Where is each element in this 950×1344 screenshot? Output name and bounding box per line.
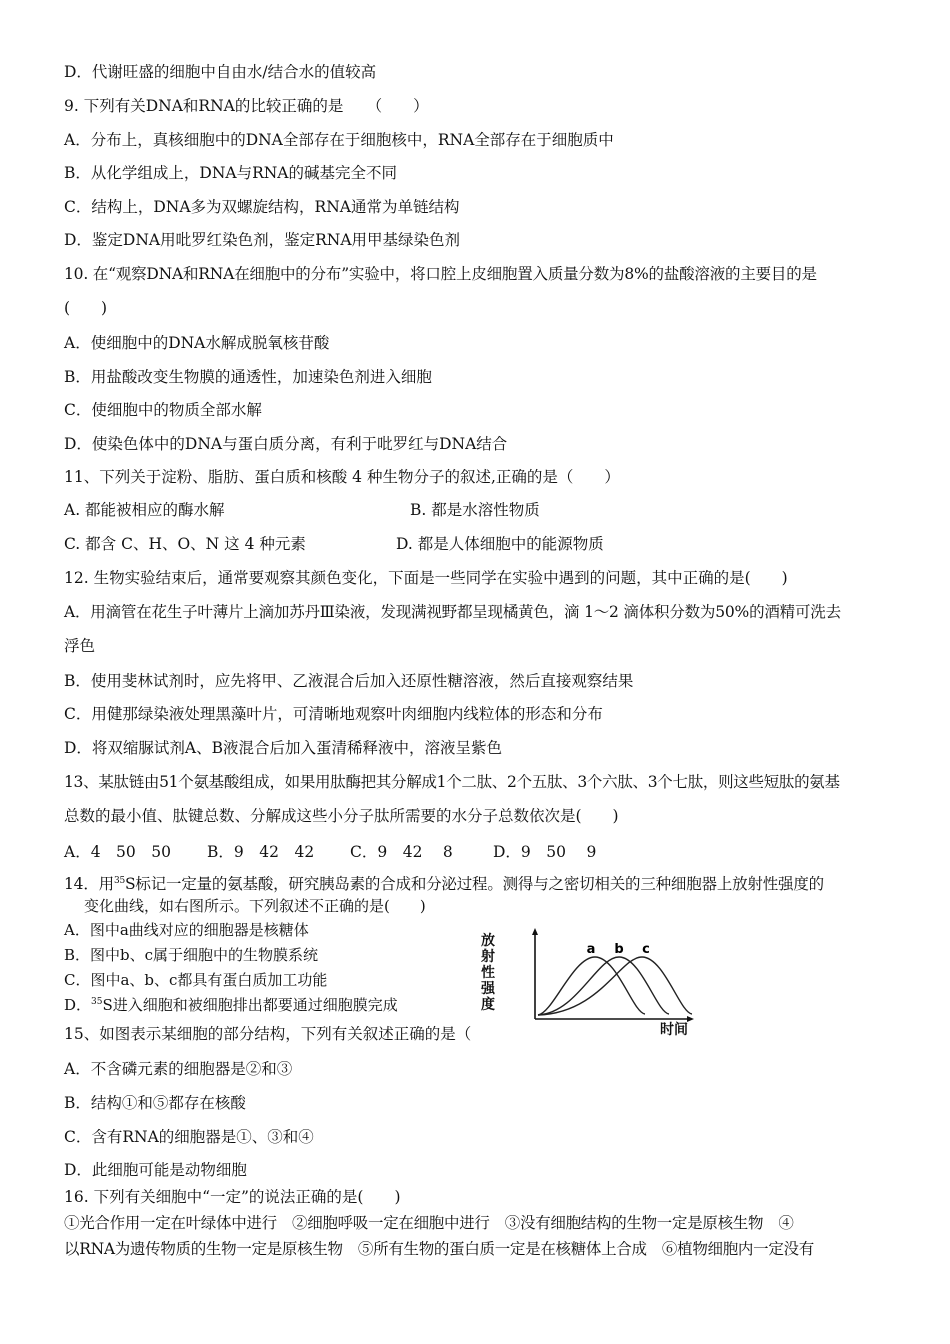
curve-label-b: b [614,942,624,957]
chart-x-label: 时间 [660,1022,688,1038]
q13-option-a: A．4 50 50 [64,843,172,861]
q16-line-1: ①光合作用一定在叶绿体中进行 ②细胞呼吸一定在细胞中进行 ③没有细胞结构的生物一定是原核生物 ④ [64,1214,794,1232]
curve-label-a: a [586,942,596,957]
q13-stem-cont: 总数的最小值、肽键总数、分解成这些小分子肽所需要的水分子总数依次是( ) [64,807,619,825]
q10-option-d: D．使染色体中的DNA与蛋白质分离，有利于吡罗红与DNA结合 [64,435,508,453]
q8-option-d: D．代谢旺盛的细胞中自由水/结合水的值较高 [64,63,377,81]
q14-option-c: C．图中a、b、c都具有蛋白质加工功能 [64,971,328,989]
q12-option-d: D．将双缩脲试剂A、B液混合后加入蛋清稀释液中，溶液呈紫色 [64,739,503,757]
q10-paren: ( ) [64,299,108,317]
q10-option-a: A．使细胞中的DNA水解成脱氧核苷酸 [64,334,330,352]
q11-option-b: B. 都是水溶性物质 [410,501,540,519]
q11-option-d: D. 都是人体细胞中的能源物质 [396,535,604,553]
q15-option-c: C．含有RNA的细胞器是①、③和④ [64,1128,314,1146]
q15-option-b: B．结构①和⑤都存在核酸 [64,1094,246,1112]
q10-stem: 10. 在“观察DNA和RNA在细胞中的分布”实验中，将口腔上皮细胞置入质量分数为8%的盐酸溶液的主要目的是 [64,265,817,283]
q12-option-c: C．用健那绿染液处理黑藻叶片，可清晰地观察叶肉细胞内线粒体的形态和分布 [64,705,603,723]
y-axis-arrow [532,928,538,935]
q14-stem: 14．用$^{35}$S标记一定量的氨基酸，研究胰岛素的合成和分泌过程。测得与之密切相关的三种细胞器上放射性强度的 [64,875,824,893]
q14-stem-cont: 变化曲线，如右图所示。下列叙述不正确的是( ) [84,897,426,915]
chart-y-label: 放射性强度 [481,933,495,1013]
q14-option-a: A．图中a曲线对应的细胞器是核糖体 [64,921,309,939]
radioactivity-chart [478,927,700,1039]
q12-option-b: B．使用斐林试剂时，应先将甲、乙液混合后加入还原性糖溶液，然后直接观察结果 [64,672,634,690]
q12-option-a: A．用滴管在花生子叶薄片上滴加苏丹Ⅲ染液，发现满视野都呈现橘黄色，滴 1～2 滴体积分数为50%的酒精可洗去 [64,603,841,621]
q10-option-b: B．用盐酸改变生物膜的通透性，加速染色剂进入细胞 [64,368,432,386]
q13-option-b: B．9 42 42 [207,843,315,861]
q14-option-b: B．图中b、c属于细胞中的生物膜系统 [64,946,319,964]
q10-option-c: C．使细胞中的物质全部水解 [64,401,262,419]
q9-option-a: A．分布上，真核细胞中的DNA全部存在于细胞核中，RNA全部存在于细胞质中 [64,131,614,149]
x-axis-arrow [687,1016,694,1022]
q9-option-b: B．从化学组成上，DNA与RNA的碱基完全不同 [64,164,398,182]
q15-stem: 15、如图表示某细胞的部分结构，下列有关叙述正确的是（ [64,1025,472,1043]
q11-stem: 11、下列关于淀粉、脂肪、蛋白质和核酸 4 种生物分子的叙述,正确的是（ ） [64,468,620,486]
q13-option-d: D．9 50 9 [493,843,597,861]
q11-option-c: C. 都含 C、H、O、N 这 4 种元素 [64,535,306,553]
q16-stem: 16. 下列有关细胞中“一定”的说法正确的是( ) [64,1188,401,1206]
q15-option-d: D．此细胞可能是动物细胞 [64,1161,247,1179]
q13-stem: 13、某肽链由51个氨基酸组成，如果用肽酶把其分解成1个二肽、2个五肽、3个六肽、3个七肽，则这些短肽的氨基 [64,773,840,791]
q9-stem: 9. 下列有关DNA和RNA的比较正确的是 （ ） [64,97,429,115]
q13-option-c: C．9 42 8 [350,843,453,861]
q11-option-a: A. 都能被相应的酶水解 [64,501,225,519]
q12-option-a-cont: 浮色 [64,637,96,655]
q15-option-a: A．不含磷元素的细胞器是②和③ [64,1060,293,1078]
curve-label-c: c [642,942,650,957]
q14-option-d: D．$^{35}$S进入细胞和被细胞排出都要通过细胞膜完成 [64,996,398,1014]
curve-a [538,957,645,1015]
q12-stem: 12. 生物实验结束后，通常要观察其颜色变化，下面是一些同学在实验中遇到的问题，其中正确的是( ) [64,569,788,587]
q16-line-2: 以RNA为遗传物质的生物一定是原核生物 ⑤所有生物的蛋白质一定是在核糖体上合成 ⑥植物细胞内一定没有 [64,1240,814,1258]
q9-option-d: D．鉴定DNA用吡罗红染色剂，鉴定RNA用甲基绿染色剂 [64,231,461,249]
q9-option-c: C．结构上，DNA多为双螺旋结构，RNA通常为单链结构 [64,198,460,216]
